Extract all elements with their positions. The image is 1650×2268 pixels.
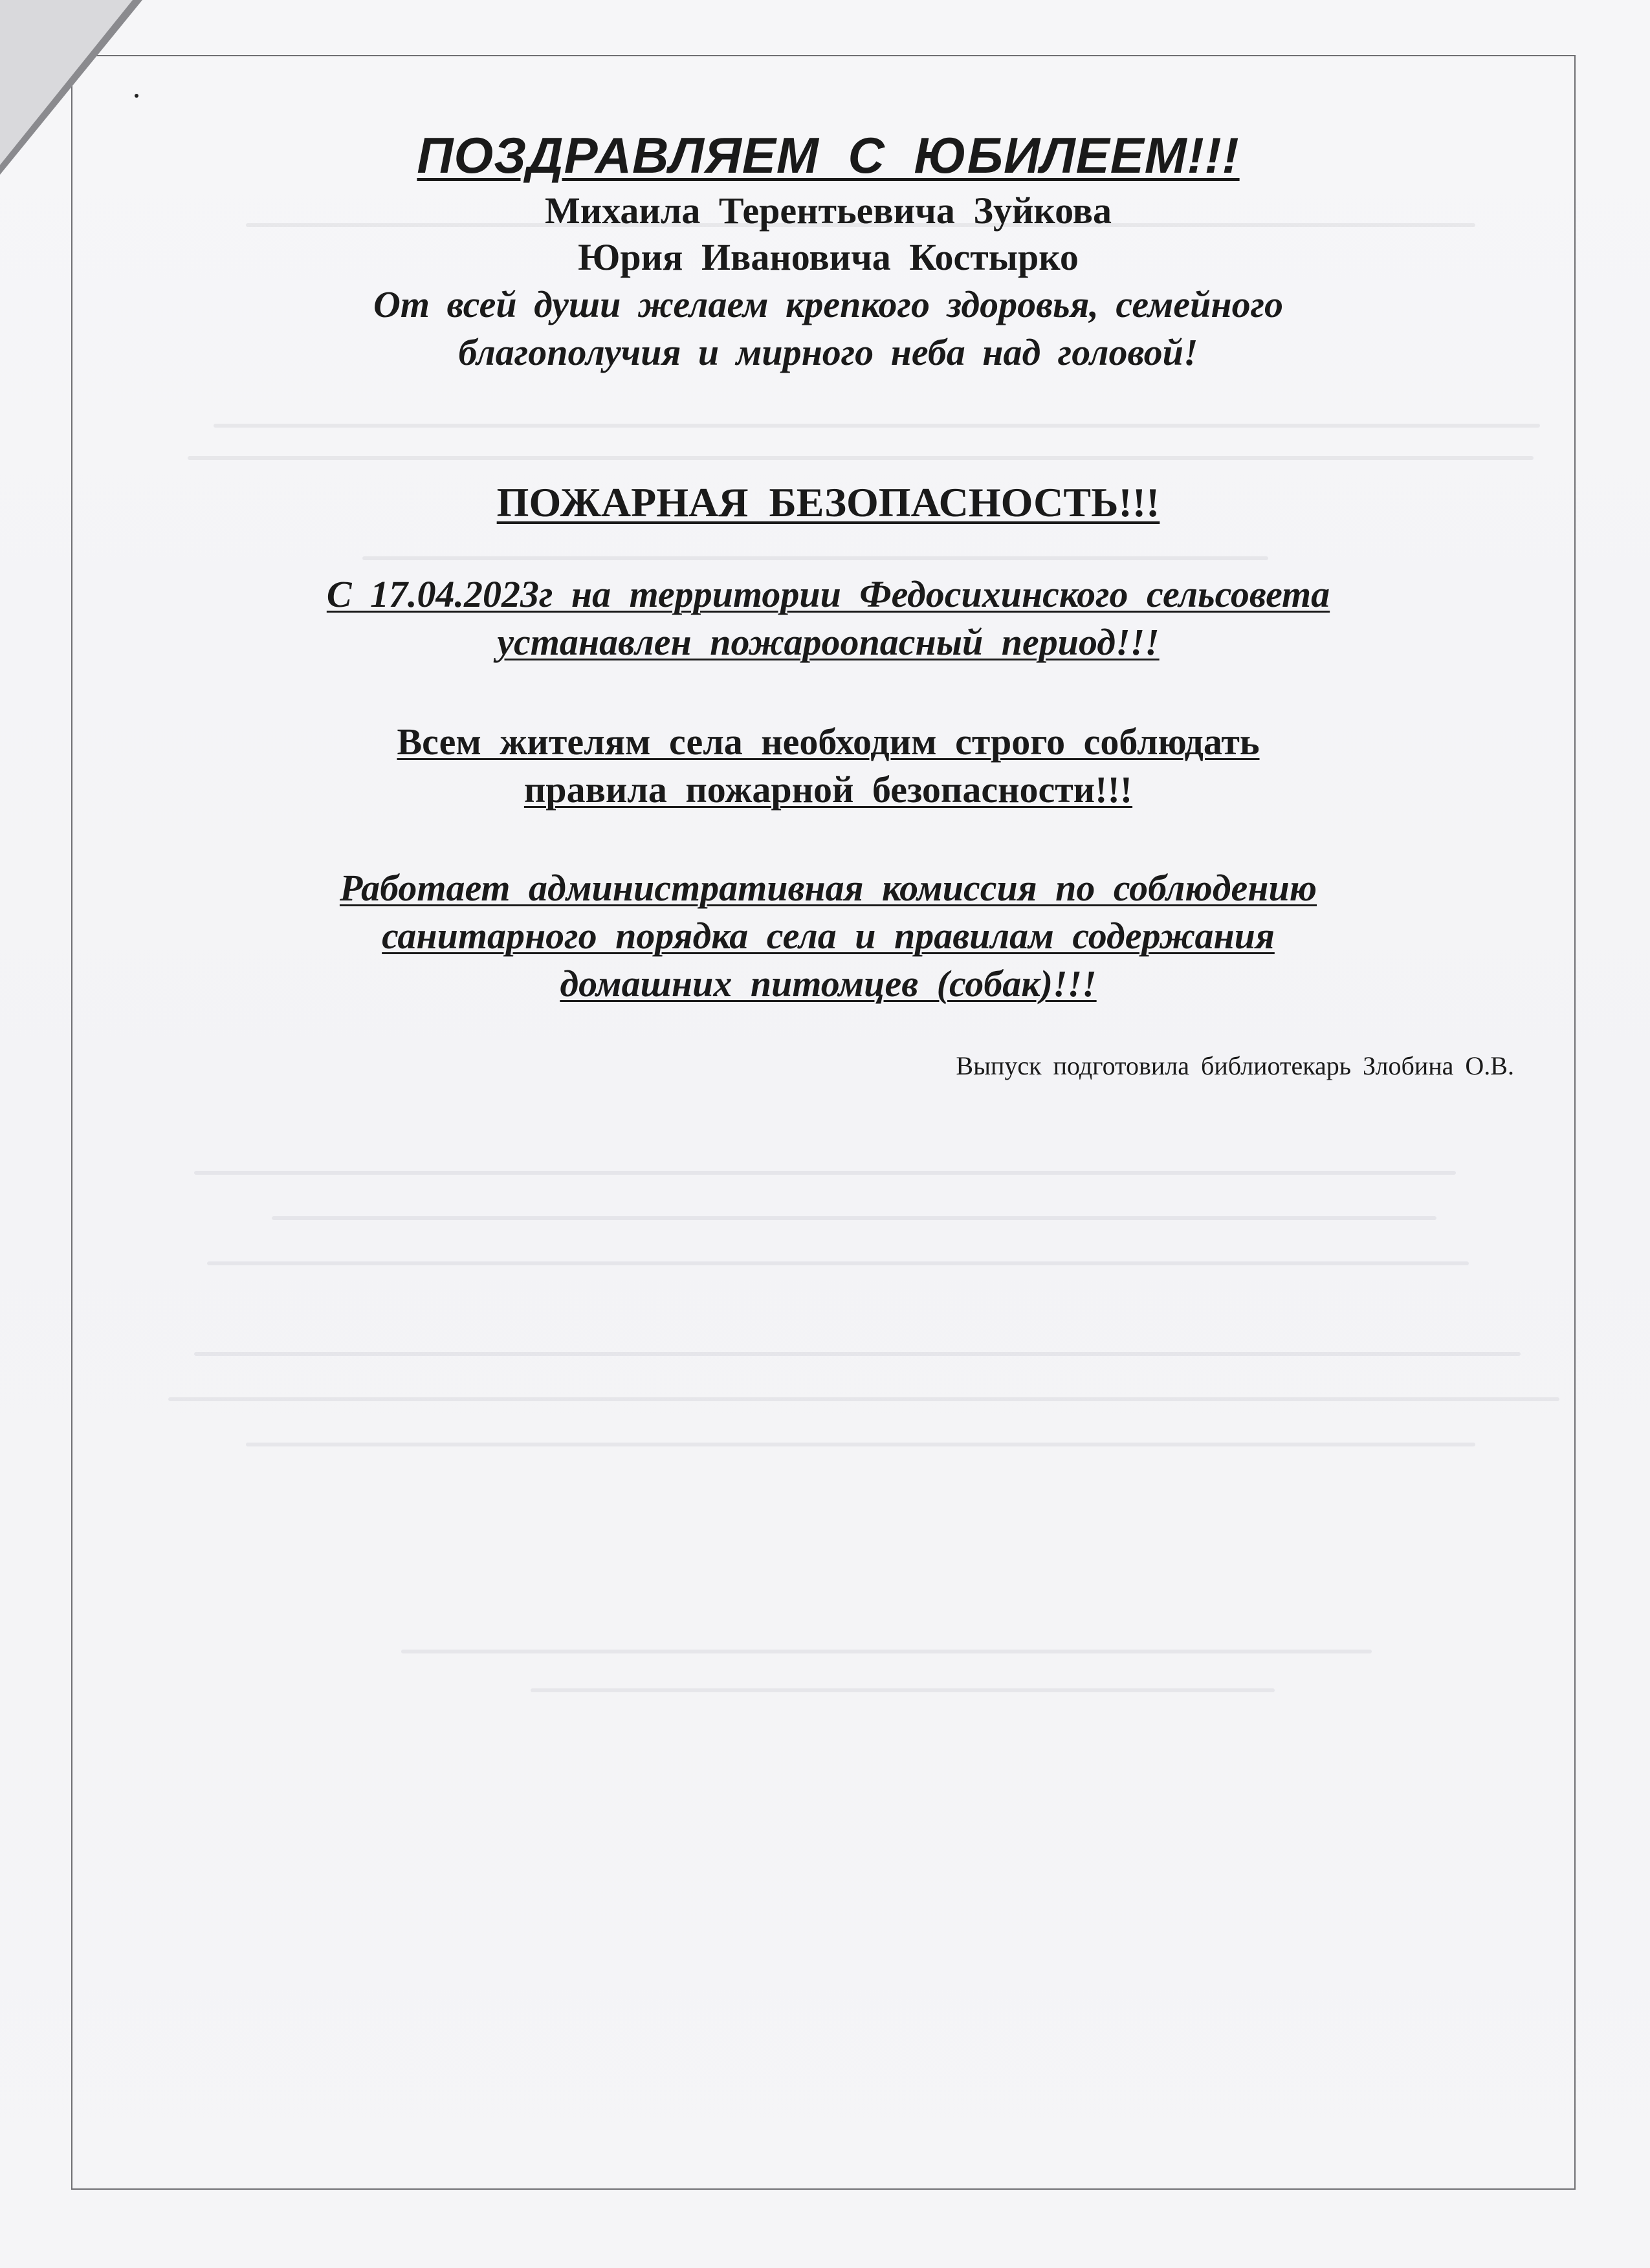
fire-rules-notice <box>104 718 1553 814</box>
document-content <box>104 123 1553 1084</box>
fire-safety-title: ПОЖАРНАЯ БЕЗОПАСНОСТЬ!!! <box>496 479 1160 525</box>
fire-period-line: устанавлен пожароопасный период!!! <box>497 621 1160 663</box>
fire-rules-line: Всем жителям села необходим строго соблюдать <box>397 721 1260 763</box>
ink-dot <box>135 94 138 98</box>
honoree-name: Михаила Терентьевича Зуйкова <box>545 190 1112 232</box>
wish-text: От всей души желаем крепкого здоровья, семейного <box>373 283 1284 325</box>
commission-line: санитарного порядка села и правилам содержания <box>382 915 1275 957</box>
fire-period-line: С 17.04.2023г на территории Федосихинского сельсовета <box>326 573 1330 615</box>
commission-notice <box>104 864 1553 1008</box>
fire-rules-line: правила пожарной безопасности!!! <box>523 769 1133 811</box>
honoree-name: Юрия Ивановича Костырко <box>578 236 1079 278</box>
anniversary-greeting <box>104 123 1553 376</box>
commission-line: домашних питомцев (собак)!!! <box>560 963 1097 1005</box>
signature-line: Выпуск подготовила библиотекарь Злобина О.В. <box>956 1051 1514 1080</box>
greeting-title: ПОЗДРАВЛЯЕМ С ЮБИЛЕЕМ!!! <box>417 127 1240 184</box>
fire-safety-section <box>104 474 1553 814</box>
wish-text: благополучия и мирного неба над головой! <box>458 331 1198 373</box>
fire-period-notice <box>104 571 1553 666</box>
commission-line: Работает административная комиссия по соблюдению <box>339 867 1317 909</box>
